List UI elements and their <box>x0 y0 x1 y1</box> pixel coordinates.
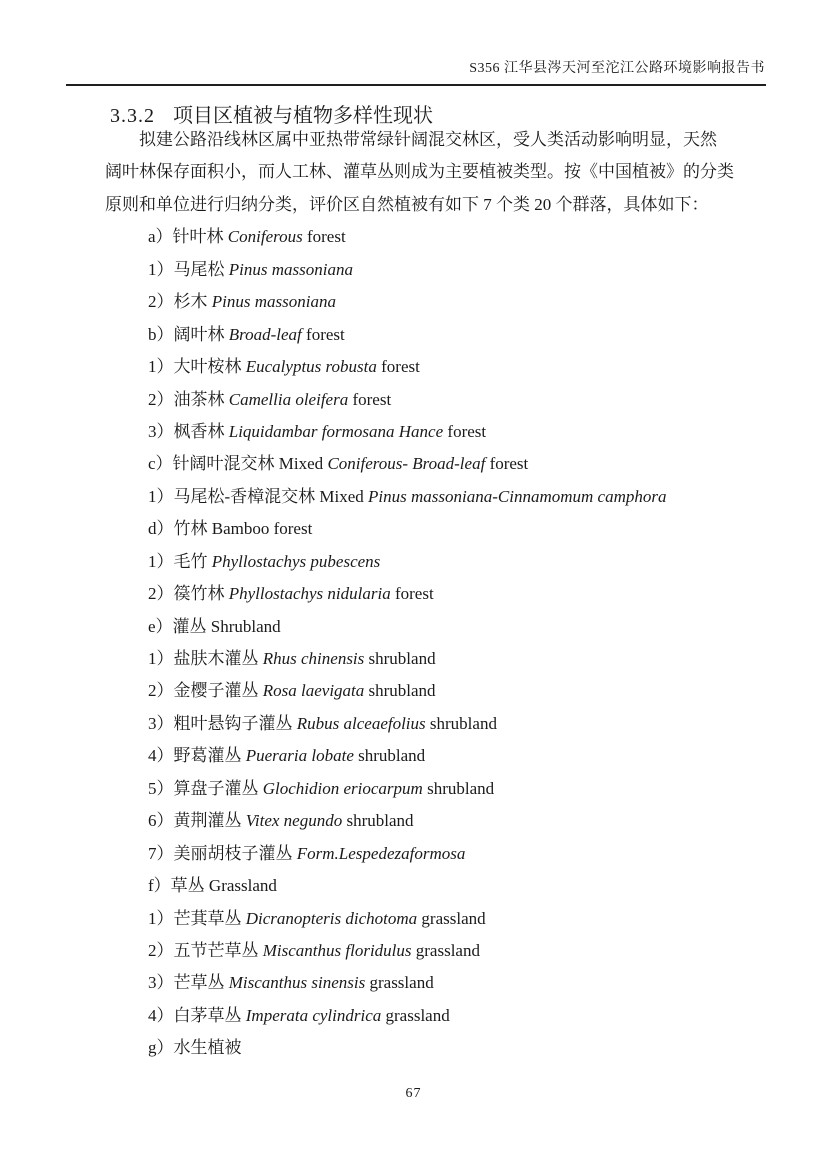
list-item: 2）油茶林 Camellia oleifera forest <box>148 389 392 409</box>
paragraph-line: 拟建公路沿线林区属中亚热带常绿针阔混交林区，受人类活动影响明显，天然 <box>139 130 717 149</box>
section-title: 项目区植被与植物多样性现状 <box>173 105 433 127</box>
list-item: g）水生植被 <box>148 1038 242 1058</box>
intro-paragraph <box>105 124 745 221</box>
list-item: 2）篌竹林 Phyllostachys nidularia forest <box>148 584 434 604</box>
list-item: 4）野葛灌丛 Pueraria lobate shrubland <box>148 746 426 766</box>
list-item: 4）白茅草丛 Imperata cylindrica grassland <box>148 1005 450 1025</box>
list-item: 2）杉木 Pinus massoniana <box>148 292 336 312</box>
list-item: 1）马尾松 Pinus massoniana <box>148 259 353 279</box>
paragraph-line: 阔叶林保存面积小，而人工林、灌草丛则成为主要植被类型。按《中国植被》的分类 <box>105 162 734 182</box>
section-number: 3.3.2 <box>110 105 155 127</box>
header-rule <box>66 84 766 86</box>
list-item: 2）五节芒草丛 Miscanthus floridulus grassland <box>148 940 480 960</box>
page-header-title: S356 江华县涔天河至沱江公路环境影响报告书 <box>469 61 765 76</box>
list-item: 1）大叶桉林 Eucalyptus robusta forest <box>148 357 420 377</box>
list-item: 1）毛竹 Phyllostachys pubescens <box>148 551 381 571</box>
list-item: 3）粗叶悬钩子灌丛 Rubus alceaefolius shrubland <box>148 713 497 733</box>
page-number: 67 <box>405 1086 422 1101</box>
list-item: f）草丛 Grassland <box>148 876 277 896</box>
body-content <box>105 124 745 1065</box>
list-item: 1）芒萁草丛 Dicranopteris dichotoma grassland <box>148 908 486 928</box>
list-item: 3）枫香林 Liquidambar formosana Hance forest <box>148 421 487 441</box>
list-item: c）针阔叶混交林 Mixed Coniferous- Broad-leaf forest <box>148 454 529 474</box>
list-item: 2）金樱子灌丛 Rosa laevigata shrubland <box>148 681 436 701</box>
list-item: 3）芒草丛 Miscanthus sinensis grassland <box>148 973 434 993</box>
list-item: 5）算盘子灌丛 Glochidion eriocarpum shrubland <box>148 778 495 798</box>
list-item: 7）美丽胡枝子灌丛 Form.Lespedezaformosa <box>148 843 466 863</box>
paragraph-line: 原则和单位进行归纳分类，评价区自然植被有如下 7 个类 20 个群落，具体如下： <box>105 194 709 214</box>
list-item: a）针叶林 Coniferous forest <box>148 227 346 247</box>
list-item: d）竹林 Bamboo forest <box>148 519 313 539</box>
plant-list <box>105 221 745 1064</box>
list-item: 1）盐肤木灌丛 Rhus chinensis shrubland <box>148 649 436 669</box>
list-item: 6）黄荆灌丛 Vitex negundo shrubland <box>148 811 414 831</box>
list-item: b）阔叶林 Broad-leaf forest <box>148 324 345 344</box>
list-item: 1）马尾松-香樟混交林 Mixed Pinus massoniana-Cinnamomum camphora <box>148 486 667 506</box>
list-item: e）灌丛 Shrubland <box>148 616 281 636</box>
